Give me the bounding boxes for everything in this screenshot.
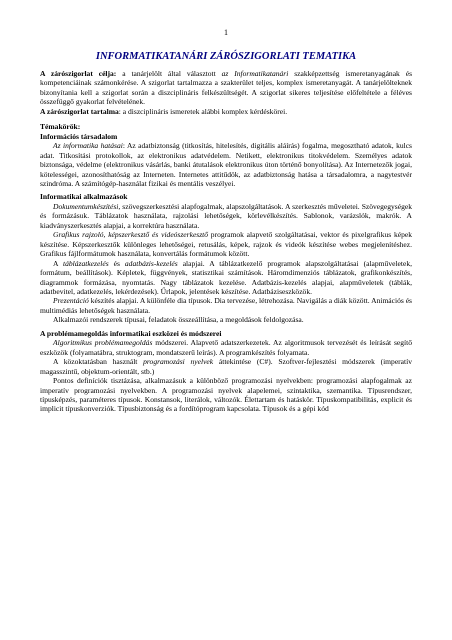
section-heading-applications: Informatikai alkalmazások [40, 192, 128, 202]
s1-p1-italic: Az informatika hatásai [53, 141, 123, 151]
s3-p1-text: módszerei. Alapvető adatszerkezetek. Az algoritmusok tervezését és leírását segítő eszközök (folyamatábra, struktogram, mondatszerű leírás). A programkészítés folyamata. [40, 338, 412, 357]
s2-p3-a: A [53, 258, 63, 268]
goal-text-italic: az Informatikatanári [221, 69, 289, 78]
section2-paragraph-5 [40, 315, 412, 324]
s3-p2-text: áttekintése (C#). Szoftver-fejlesztési módszerek (imperatív magasszintű, objektum-orientált, stb.) [40, 357, 412, 376]
s2-p4-italic: Prezentáció [53, 296, 89, 306]
topics-label: Témakörök: [40, 122, 81, 132]
s3-p2-italic: programozási nyelvek [143, 357, 214, 367]
content-label: A zárószigorlat tartalma [40, 106, 119, 116]
page-content [40, 28, 412, 414]
intro-content-paragraph [40, 107, 412, 116]
content-text: : a diszciplináris ismeretek alábbi komplex kérdéskörei. [118, 106, 288, 116]
s2-p3-italic-2: adatbázis-kezelés [124, 258, 178, 268]
goal-label: A zárószigorlat célja: [40, 69, 117, 78]
section2-paragraph-1 [40, 202, 412, 230]
intro-goal-paragraph [40, 69, 412, 107]
s2-p3-italic-1: táblázatkezelés [63, 258, 109, 268]
goal-text-a: a tanárjelölt által választott [116, 69, 222, 78]
section3-paragraph-2 [40, 357, 412, 376]
s2-p2-italic: Grafikus rajzoló, képszerkesztő és videószerkesztő [53, 230, 209, 240]
section-heading-problem-solving: A problémamegoldás informatikai eszközei és módszerei [40, 328, 222, 338]
s3-p1-italic: Algoritmikus problémamegoldás [53, 338, 153, 348]
s2-p3-b: és [108, 258, 125, 268]
document-title: INFORMATIKATANÁRI ZÁRÓSZIGORLATI TEMATIKA [95, 51, 357, 62]
page-number: 1 [224, 28, 228, 37]
goal-text-b: szakképzettség ismeretanyagának és kompetenciáinak számonkérése. A szigorlat tartalmazza a szakterület teljes, komplex ismeretanyagát. A tanárjelölteknek bizonyítania kell a szigorlat során a diszciplináris felkészültségét. A szigorlat sikeres teljesítése előfeltétele a féléves összefüggő gyakorlat felvételének. [40, 69, 413, 107]
s2-p3-text: alapjai. A táblázatkezelő programok alapszolgáltatásai (alapműveletek, formátum, beállítások). Képletek, függvények, statisztikai számítások. Háromdimenziós táblázatok, grafikonkészítés, diagrammok formázása, nyomtatás. Nagy táblázatok kezelése. Adatbázis-kezelés alapjai, alapműveletek (táblák, adatbevitel, adatkezelés, lekérdezések). Űrlapok, jelentések készítése. Adatbáziseszközök. [40, 258, 412, 296]
s2-p5-text: Alkalmazói rendszerek típusai, feladatok összeállítása, a megoldások feldolgozása. [53, 315, 304, 325]
s2-p2-text: programok alapvető szolgáltatásai, vektor és pixelgrafikus képek készítése. Képszerkesztők különleges lehetőségei, retusálás, képek, rajzok és videók készítése webes megjelenítéshez. Grafikus fájlformátumok használata, konvertálás formátumok között. [40, 230, 412, 259]
section2-paragraph-2 [40, 230, 412, 258]
s2-p1-italic: Dokumentumkészítési [53, 201, 119, 211]
section2-paragraph-4 [40, 296, 412, 315]
section-heading-information-society: Információs társadalom [40, 131, 118, 141]
s3-p3-text: Pontos definíciók tisztázása, alkalmazásuk a különböző programozási nyelvekben: programozási alapfogalmak az imperatív programozási nyelvekben. A programozási nyelvek alapelemei, szintaktika, szemantika. Típusrendszer, típusképzés, paraméteres típusok. Konstansok, literálok, változók. Élettartam és hatáskör. Típuskompatibilitás, explicit és implicit típuskonverziók. Típusbiztonság és a fordítóprogram kapcsolata. Típusok és a gépi kód [40, 376, 412, 414]
section2-paragraph-3 [40, 259, 412, 297]
s1-p1-text: : Az adatbiztonság (titkosítás, hitelesítés, digitális aláírás) fogalma, megosztható adatok, kulcs adat. Titkosítási protokollok, az elektronikus adatvédelem. Netikett, elektronikus titokvédelem. Személyes adatok biztonsága, védelme (elektronikus vásárlás, banki átutalások elektronikus úton történő bonyolítása). Az Internetezők jogai, kötelességei, azonosíthatóság az Interneten. Internetes attitűdök, az adatbiztonság hatása a társadalomra, a nagytestvér szindróma. A számítógép-használat fizikai és mentális veszélyei. [40, 141, 412, 188]
section1-paragraph [40, 141, 412, 188]
section3-paragraph-1 [40, 338, 412, 357]
s2-p1-text: , szövegszerkesztési alapfogalmak, alapszolgáltatások. A szerkesztés műveletei. Szövegegységek és formázásuk. Táblázatok használata, rajzolási lehetőségek, körlevélkészítés. Sablonok, varázslók, makrók. A kiadványszerkesztés alapjai, a korrektúra használata. [40, 201, 412, 230]
section3-paragraph-3 [40, 376, 412, 414]
s2-p4-text: készítés alapjai. A különféle dia típusok. Dia tervezése, létrehozása. Navigálás a diák között. Animációs és multimédiás lehetőségek használata. [40, 296, 412, 315]
s3-p2-a: A közoktatásban használt [53, 357, 144, 367]
